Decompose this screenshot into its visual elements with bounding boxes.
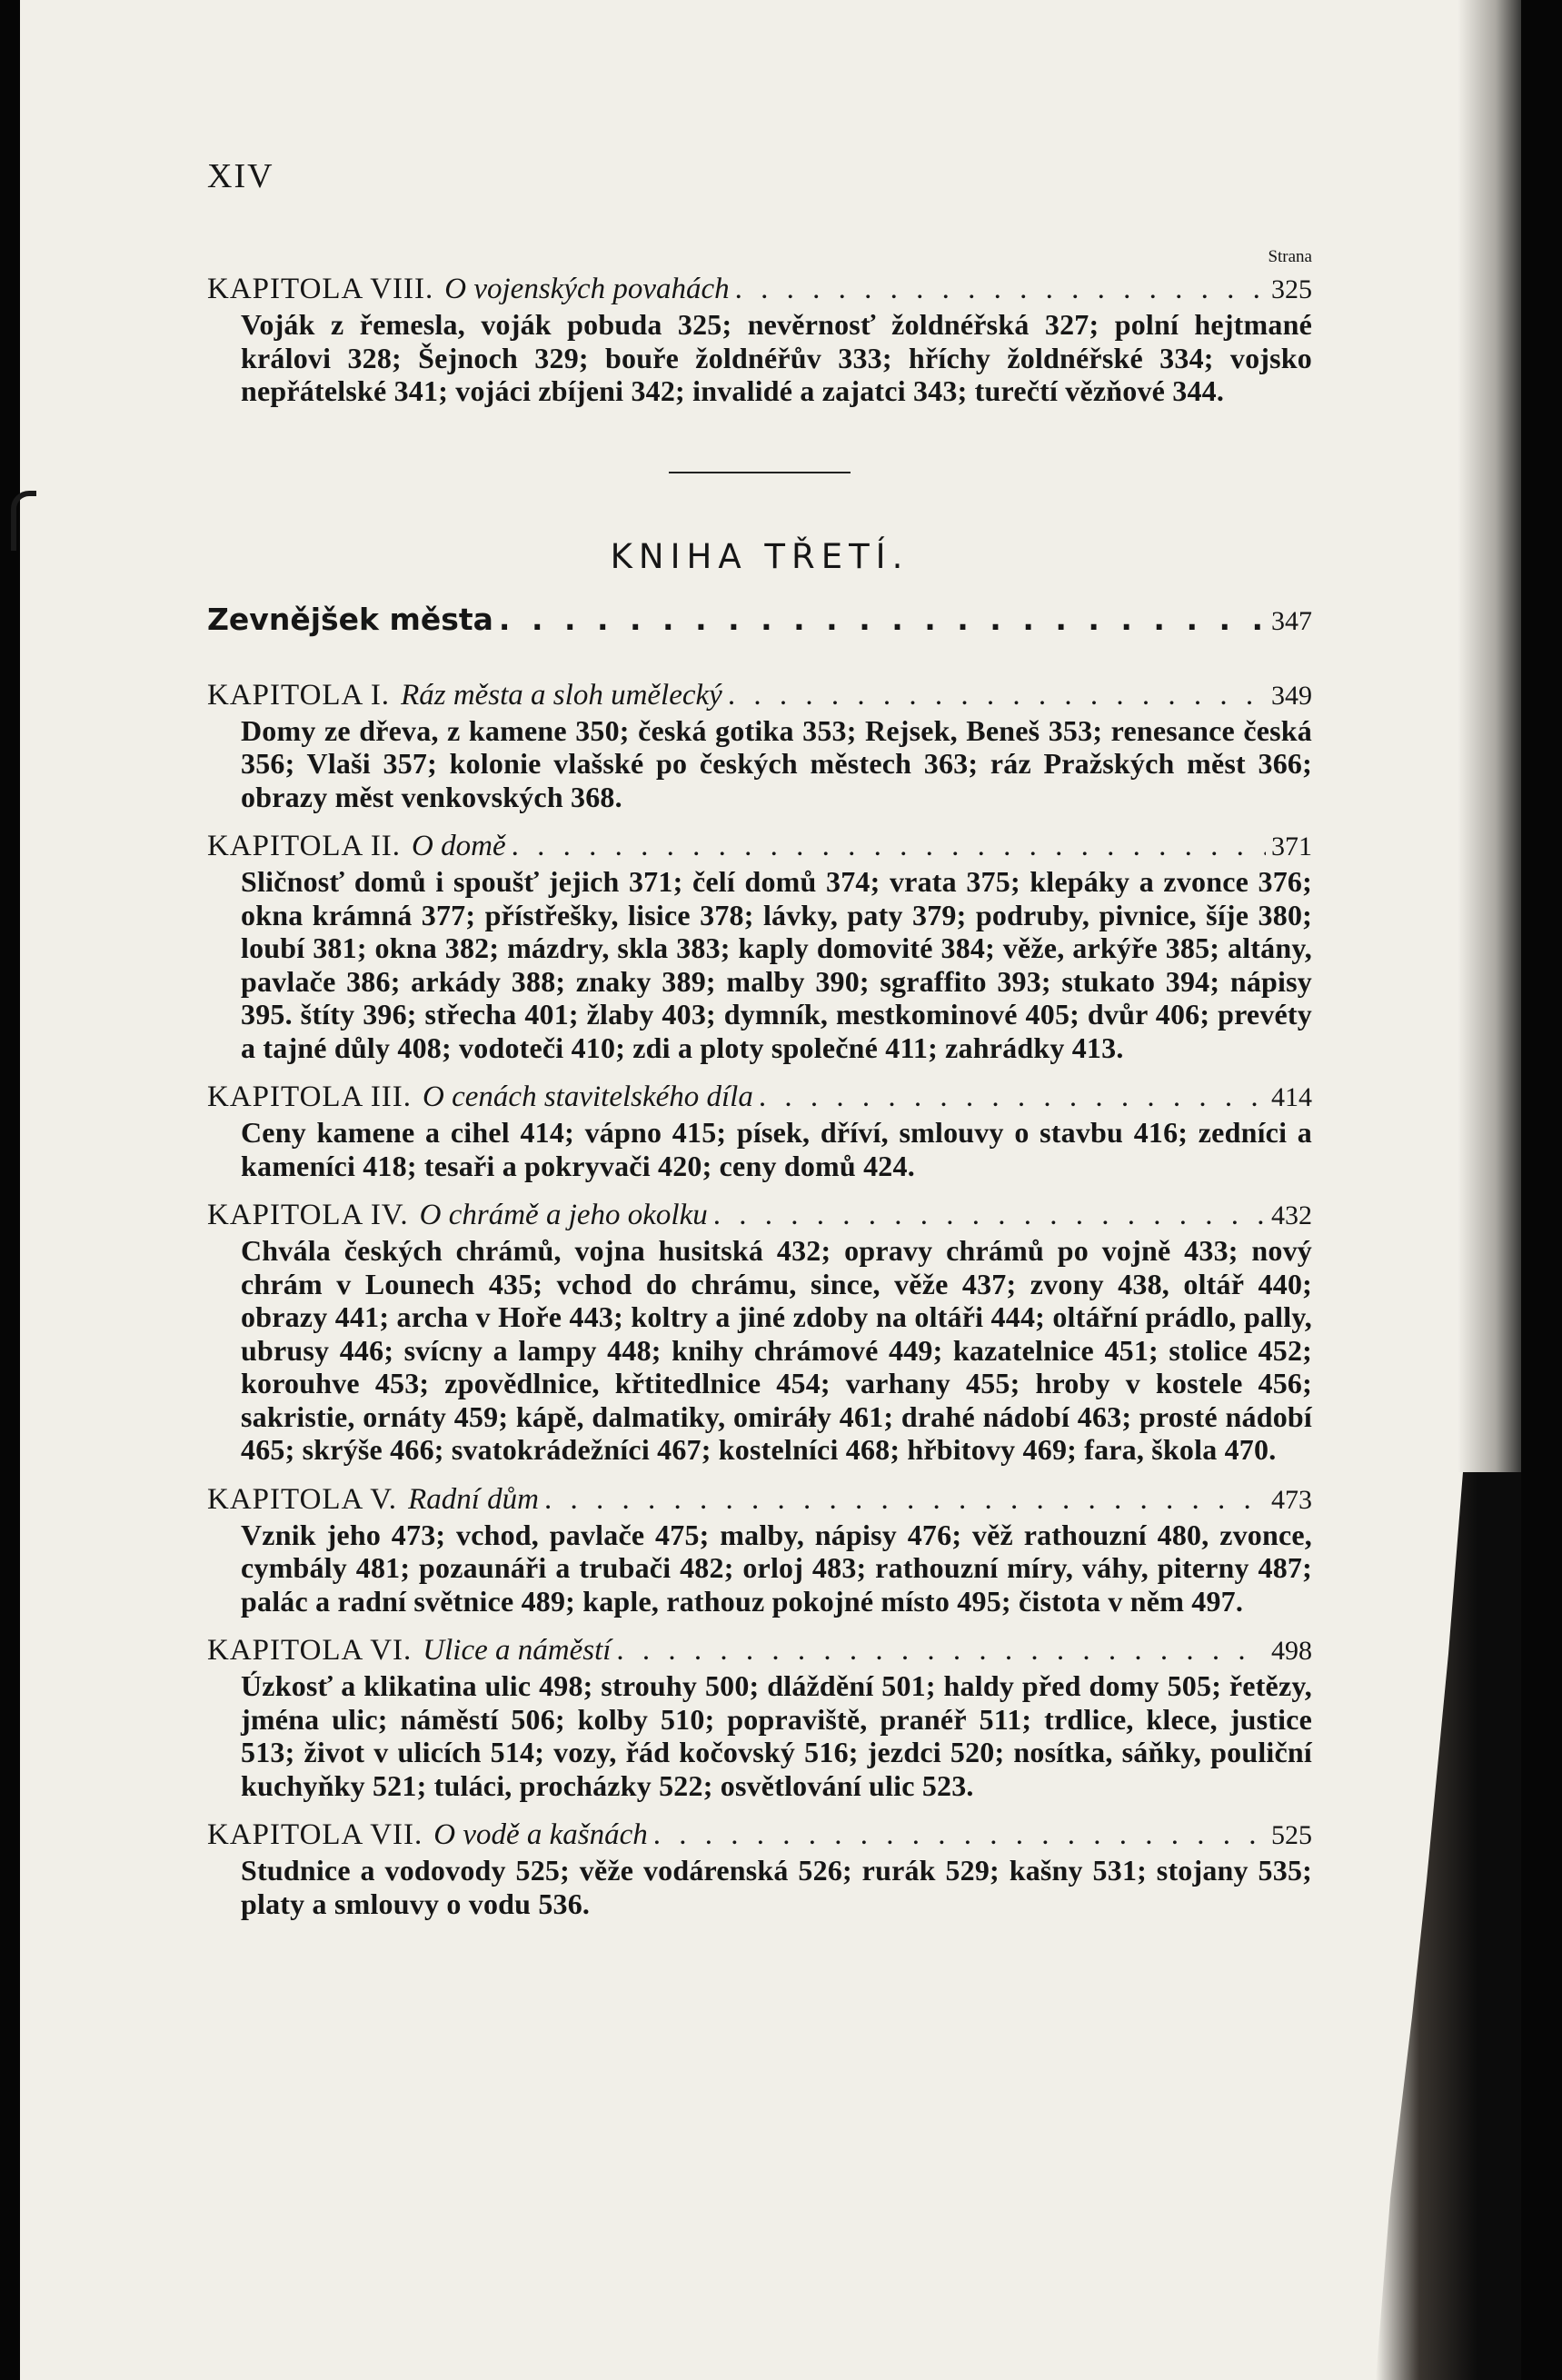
chapter-page: 414 xyxy=(1271,1082,1312,1112)
chapter-entry-iv xyxy=(207,1197,1312,1467)
chapter-label: KAPITOLA II. xyxy=(207,830,402,862)
table-of-contents xyxy=(207,145,1312,1935)
chapter-title: O vojenských povahách xyxy=(444,273,730,305)
chapter-title: Ulice a náměstí xyxy=(423,1634,612,1667)
section-title: Zevnějšek města xyxy=(207,601,493,637)
section-heading xyxy=(207,602,1312,637)
chapter-label: KAPITOLA III. xyxy=(207,1080,413,1113)
page-edge-shadow xyxy=(1458,0,1521,1472)
chapter-entry-v xyxy=(207,1481,1312,1618)
chapter-entry-viii xyxy=(207,271,1312,408)
leader-dots xyxy=(544,1481,1266,1518)
leader-dots xyxy=(616,1632,1266,1668)
chapter-heading xyxy=(207,271,1312,308)
chapter-label: KAPITOLA IV. xyxy=(207,1199,409,1231)
page-number: XIV xyxy=(207,157,274,195)
chapter-entry-iii xyxy=(207,1079,1312,1182)
leader-dots xyxy=(653,1817,1266,1853)
chapter-heading xyxy=(207,828,1312,865)
chapter-heading xyxy=(207,1481,1312,1519)
leader-dots xyxy=(713,1197,1266,1233)
chapter-page: 498 xyxy=(1271,1636,1312,1666)
chapter-page: 432 xyxy=(1271,1200,1312,1230)
chapter-label: KAPITOLA VII. xyxy=(207,1818,423,1851)
chapter-summary: Ceny kamene a cihel 414; vápno 415; písek, dříví, smlouvy o stavbu 416; zedníci a kameníci 418; tesaři a pokryvači 420; ceny domů 424. xyxy=(241,1116,1312,1182)
chapter-summary: Studnice a vodovody 525; věže vodárenská 526; rurák 529; kašny 531; stojany 535; platy a smlouvy o vodu 536. xyxy=(241,1854,1312,1920)
chapter-entry-i xyxy=(207,677,1312,814)
book-title: KNIHA TŘETÍ. xyxy=(610,536,910,576)
chapter-heading xyxy=(207,677,1312,714)
chapter-summary: Vznik jeho 473; vchod, pavlače 475; malby, nápisy 476; věž rathouzní 480, zvonce, cymbály 481; pozaunáři a trubači 482; orloj 483; rathouzní míry, váhy, piterny 487; palác a radní světnice 489; kaple, rathouz pokojné místo 495; čistota v něm 497. xyxy=(241,1518,1312,1618)
chapter-label: KAPITOLA VIII. xyxy=(207,273,434,305)
chapter-summary: Úzkosť a klikatina ulic 498; strouhy 500; dláždění 501; haldy před domy 505; řetězy, jména ulic; náměstí 506; kolby 510; popraviště, pranéř 511; trdlice, klece, justice 513; život v ulicích 514; vozy, řád kočovský 516; jezdci 520; nosítka, sáňky, pouliční kuchyňky 521; tuláci, procházky 522; osvětlování ulic 523. xyxy=(241,1669,1312,1802)
divider-rule xyxy=(669,472,851,473)
chapter-heading xyxy=(207,1079,1312,1116)
strana-label: Strana xyxy=(1268,247,1312,266)
chapter-summary: Chvála českých chrámů, vojna husitská 432; opravy chrámů po vojně 433; nový chrám v Lounech 435; vchod do chrámu, since, věže 437; zvony 438, oltář 440; obrazy 441; archa v Hoře 443; koltry a jiné zdoby na oltáři 444; oltářní prádlo, pally, ubrusy 446; svícny a lampy 448; knihy chrámové 449; kazatelnice 451; stolice 452; korouhve 453; zpovědlnice, křtitedlnice 454; varhany 455; hroby v kostele 456; sakristie, ornáty 459; kápě, dalmatiky, omiráły 461; drahé nádobí 463; prosté nádobí 465; skrýše 466; svatokrádežníci 467; kostelníci 468; hřbitovy 469; fara, škola 470. xyxy=(241,1234,1312,1466)
leader-dots xyxy=(759,1079,1266,1115)
chapter-title: O domě xyxy=(412,830,506,862)
chapter-title: O cenách stavitelského díla xyxy=(423,1080,753,1113)
chapter-title: Ráz města a sloh umělecký xyxy=(401,678,722,712)
chapter-page: 349 xyxy=(1271,680,1312,711)
section-page: 347 xyxy=(1271,605,1312,636)
leader-dots xyxy=(512,828,1266,864)
chapter-heading xyxy=(207,1817,1312,1854)
chapter-entry-ii xyxy=(207,828,1312,1064)
chapter-page: 525 xyxy=(1271,1820,1312,1850)
chapter-summary: Sličnosť domů i spoušť jejich 371; čelí domů 374; vrata 375; klepáky a zvonce 376; okna krámná 377; přístřešky, lisice 378; lávky, paty 379; podruby, pivnice, šíje 380; loubí 381; okna 382; mázdry, skla 383; kaply domovité 384; věže, arkýře 385; altány, pavlače 386; arkády 388; znaky 389; malby 390; sgraffito 393; stukato 394; nápisy 395. štíty 396; střecha 401; žlaby 403; dymník, mestkominové 405; dvůr 406; prevéty a tajné důly 408; vodoteči 410; zdi a ploty společné 411; zahrádky 413. xyxy=(241,865,1312,1064)
chapter-entry-vi xyxy=(207,1632,1312,1802)
chapter-entry-vii xyxy=(207,1817,1312,1920)
leader-dots xyxy=(735,271,1266,307)
chapter-title: Radní dům xyxy=(408,1482,539,1516)
chapter-page: 473 xyxy=(1271,1484,1312,1515)
chapter-label: KAPITOLA VI. xyxy=(207,1634,413,1667)
leader-dots xyxy=(728,677,1266,713)
chapter-summary: Voják z řemesla, voják pobuda 325; nevěrnosť žoldnéřská 327; polní hejtmané královi 328; Šejnoch 329; bouře žoldnéřův 333; hříchy žoldnéřské 334; vojsko nepřátelské 341; vojáci zbíjeni 342; invalidé a zajatci 343; turečtí vězňové 344. xyxy=(241,308,1312,407)
chapter-heading xyxy=(207,1197,1312,1234)
chapter-heading xyxy=(207,1632,1312,1669)
burnt-page-edge xyxy=(1376,1472,1521,2380)
chapter-page: 325 xyxy=(1271,274,1312,304)
chapter-label: KAPITOLA V. xyxy=(207,1482,398,1516)
chapter-page: 371 xyxy=(1271,832,1312,861)
leader-dots xyxy=(499,602,1266,637)
chapter-label: KAPITOLA I. xyxy=(207,678,391,712)
chapter-summary: Domy ze dřeva, z kamene 350; česká gotika 353; Rejsek, Beneš 353; renesance česká 356; Vlaši 357; kolonie vlašské po českých městech 363; ráz Pražských měst 366; obrazy měst venkovských 368. xyxy=(241,713,1312,813)
chapter-title: O vodě a kašnách xyxy=(433,1818,648,1851)
margin-mark xyxy=(11,491,36,551)
chapter-title: O chrámě a jeho okolku xyxy=(419,1199,708,1231)
